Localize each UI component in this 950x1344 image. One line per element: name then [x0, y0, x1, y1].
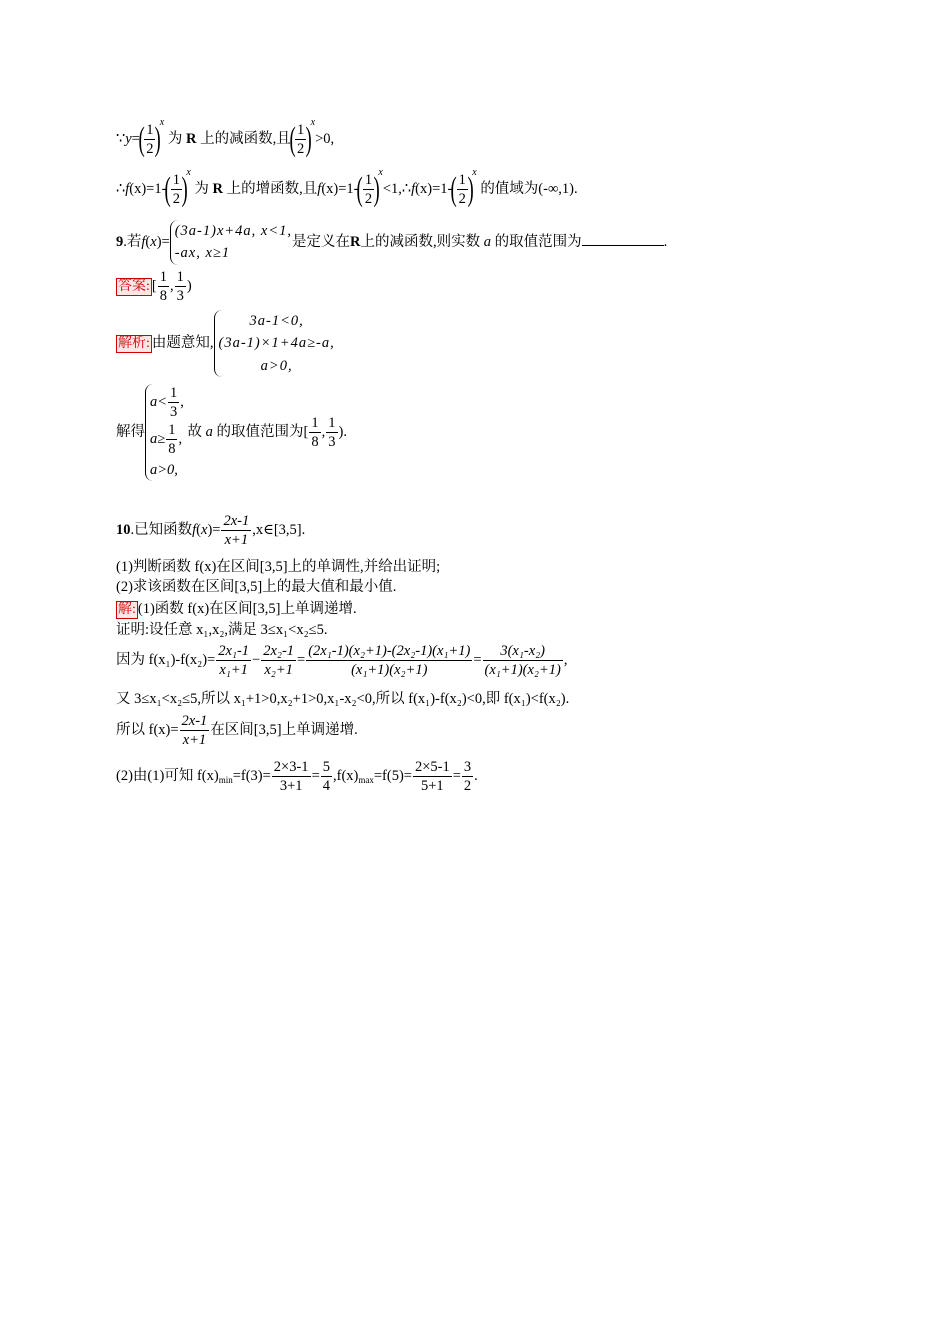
fraction-half: $\frac{1}{2}$ — [146, 122, 154, 158]
question-10-part-2: (2)求该函数在区间[3,5]上的最大值和最小值. — [116, 579, 397, 595]
proof-line-4: 所以 f(x)= $\frac{2x-1}{x+1}$ 在区间[3,5]上单调递增. — [116, 713, 358, 749]
piecewise-brace: (3a-1)x+4a, x<1, -ax, x≥1 — [170, 220, 292, 265]
line-2: ∴f(x)=1-( $\frac{1}{2}$ )$^x$ 为 R 上的增函数,且f(x)=1-( $\frac{1}{2}$ )$^x$<1,∴f(x)=1-( $\frac{1}{2}$ )$^x$ 的值域为(-∞,1). — [116, 167, 578, 208]
solution-9: 解析: 由题意知, 3a-1<0, (3a-1)×1+4a≥-a, a>0, — [116, 310, 335, 377]
solution-label: 解: — [118, 602, 136, 617]
solution-9-result: 解得 a< $\frac{1}{3}$ , a≥ $\frac{1}{8}$ , a>0, 故 a 的取值范围为[ $\frac{1}{8}$ , $\frac{1}{3}$ ). — [116, 384, 347, 481]
answer-9: 答案: [ $\frac{1}{8}$ , $\frac{1}{3}$ ) — [118, 269, 192, 305]
answer-label: 答案: — [118, 278, 150, 294]
question-9: 9.若f(x)= (3a-1)x+4a, x<1, -ax, x≥1 是定义在R上的减函数,则实数 a 的取值范围为 . — [116, 220, 667, 265]
analysis-label: 解析: — [118, 336, 150, 352]
part-2-solution: (2)由(1)可知 $f(x)_{min}=f(3)=$ $\frac{2\times 3-1}{3+1}$ = $\frac{5}{4}$ $,f(x)_{max}=f(5)=$ $\frac{2\times 5-1}{5+1}$ = $\frac{3}{2}$ . — [116, 759, 478, 795]
question-10: 10.已知函数f(x)= $\frac{2x-1}{x+1}$ ,x∈[3,5]. — [116, 513, 306, 549]
question-10-part-1: (1)判断函数 f(x)在区间[3,5]上的单调性,并给出证明; — [116, 559, 441, 575]
proof-line-3: 又 3≤x₁<x₂≤5,所以 x₁+1>0,x₂+1>0,x₁-x₂<0,所以 f(x₁)-f(x₂)<0,即 f(x₁)<f(x₂). — [116, 691, 570, 707]
solution-10: 解: (1)函数 f(x)在区间[3,5]上单调递增. — [118, 601, 357, 617]
line-1: ∵y=( $\frac{1}{2}$ )$^x$ 为 R 上的减函数,且( $\frac{1}{2}$ )$^x$>0, — [116, 117, 335, 158]
proof-line-1: 证明:设任意 x₁,x₂,满足 3≤x₁<x₂≤5. — [116, 622, 328, 638]
proof-line-2: 因为 f(x₁)-f(x₂)= $\frac{\text{2x₁-1}}{\text{x₁+1}}$ − $\frac{\text{2x₂-1}}{\text{x₂+1}}$ = $\frac{\text{(2x₁-1)(x₂+1)-(2x₂-1)(x₁+1)}}{\text{(x₁+1)(x₂+1)}}$ = $\frac{\text{3(x₁-x₂)}}{\text{(x₁+1)(x₂+1)}}$ , — [116, 643, 568, 679]
answer-blank — [582, 233, 664, 246]
